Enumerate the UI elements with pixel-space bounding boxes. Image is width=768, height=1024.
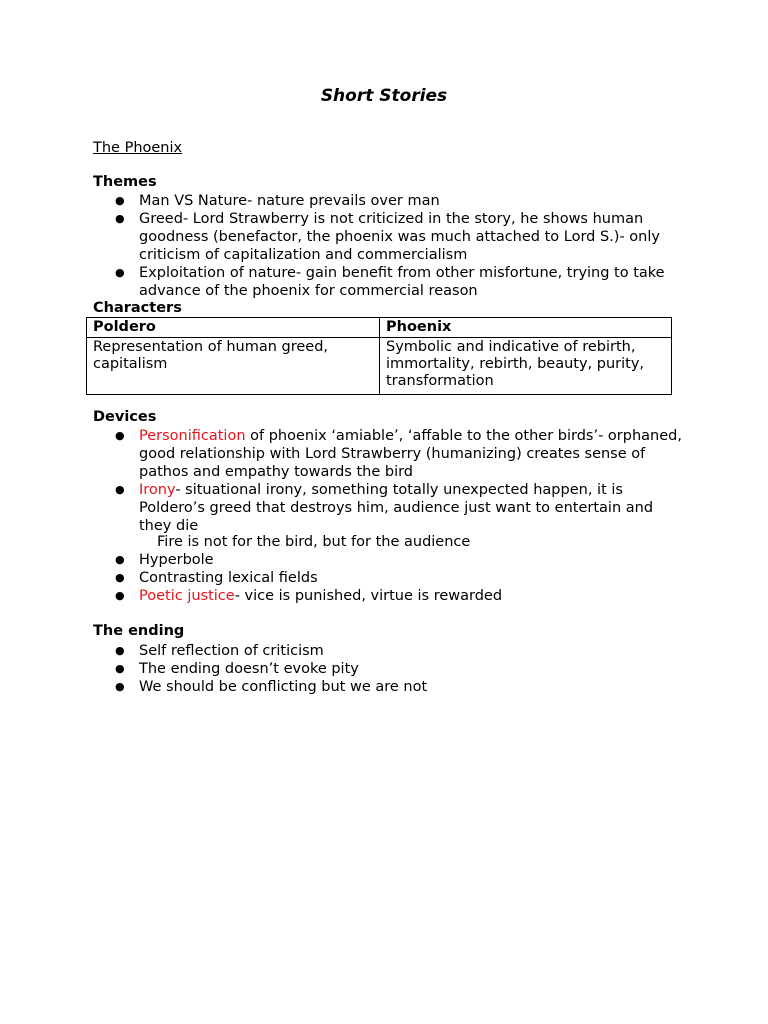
column-header-poldero: Poldero: [87, 318, 380, 338]
bullet-icon: ●: [115, 553, 125, 566]
list-item: ● Poetic justice- vice is punished, virtue is rewarded: [115, 588, 503, 604]
device-term: Personification: [139, 428, 246, 444]
themes-list: [93, 192, 683, 300]
list-item: ● Irony- situational irony, something totally unexpected happen, it is Poldero’s greed that destroys him, audience just want to entertain and they die: [115, 482, 654, 534]
bullet-icon: ●: [115, 266, 125, 279]
table-header-row: [87, 318, 672, 338]
devices-list: [93, 427, 683, 535]
bullet-icon: ●: [115, 571, 125, 584]
list-item: ● Man VS Nature- nature prevails over man: [115, 193, 440, 209]
bullet-icon: ●: [115, 429, 125, 442]
bullet-icon: ●: [115, 483, 125, 496]
ending-heading: The ending: [93, 623, 185, 639]
list-item: ● Self reflection of criticism: [115, 643, 324, 659]
list-item: ● The ending doesn’t evoke pity: [115, 661, 359, 677]
themes-heading: Themes: [93, 174, 157, 190]
devices-list-continued: [93, 551, 683, 605]
device-term: Poetic justice: [139, 588, 235, 604]
bullet-icon: ●: [115, 212, 125, 225]
characters-heading: Characters: [93, 300, 182, 316]
bullet-icon: ●: [115, 680, 125, 693]
characters-table: [86, 317, 672, 395]
story-title: The Phoenix: [93, 140, 183, 156]
list-item: ● Personification of phoenix ‘amiable’, ‘affable to the other birds’- orphaned, good relationship with Lord Strawberry (humanizing) creates sense of pathos and empathy towards the bird: [115, 428, 682, 480]
bullet-icon: ●: [115, 662, 125, 675]
table-row: [87, 338, 672, 395]
ending-list: [93, 642, 683, 696]
list-item: ● Contrasting lexical fields: [115, 570, 318, 586]
table-cell: Representation of human greed, capitalism: [87, 338, 380, 395]
irony-note: Fire is not for the bird, but for the audience: [157, 534, 471, 550]
list-item: ● We should be conflicting but we are not: [115, 679, 428, 695]
bullet-icon: ●: [115, 644, 125, 657]
table-cell: Symbolic and indicative of rebirth, immortality, rebirth, beauty, purity, transformation: [380, 338, 672, 395]
list-item: ● Greed- Lord Strawberry is not criticized in the story, he shows human goodness (benefactor, the phoenix was much attached to Lord S.)- only criticism of capitalization and commercialism: [115, 211, 660, 263]
device-term: Irony: [139, 482, 176, 498]
bullet-icon: ●: [115, 589, 125, 602]
list-item: ● Hyperbole: [115, 552, 214, 568]
devices-heading: Devices: [93, 409, 157, 425]
bullet-icon: ●: [115, 194, 125, 207]
page-title: Short Stories: [320, 86, 448, 106]
list-item: ● Exploitation of nature- gain benefit from other misfortune, trying to take advance of the phoenix for commercial reason: [115, 265, 665, 299]
column-header-phoenix: Phoenix: [380, 318, 672, 338]
